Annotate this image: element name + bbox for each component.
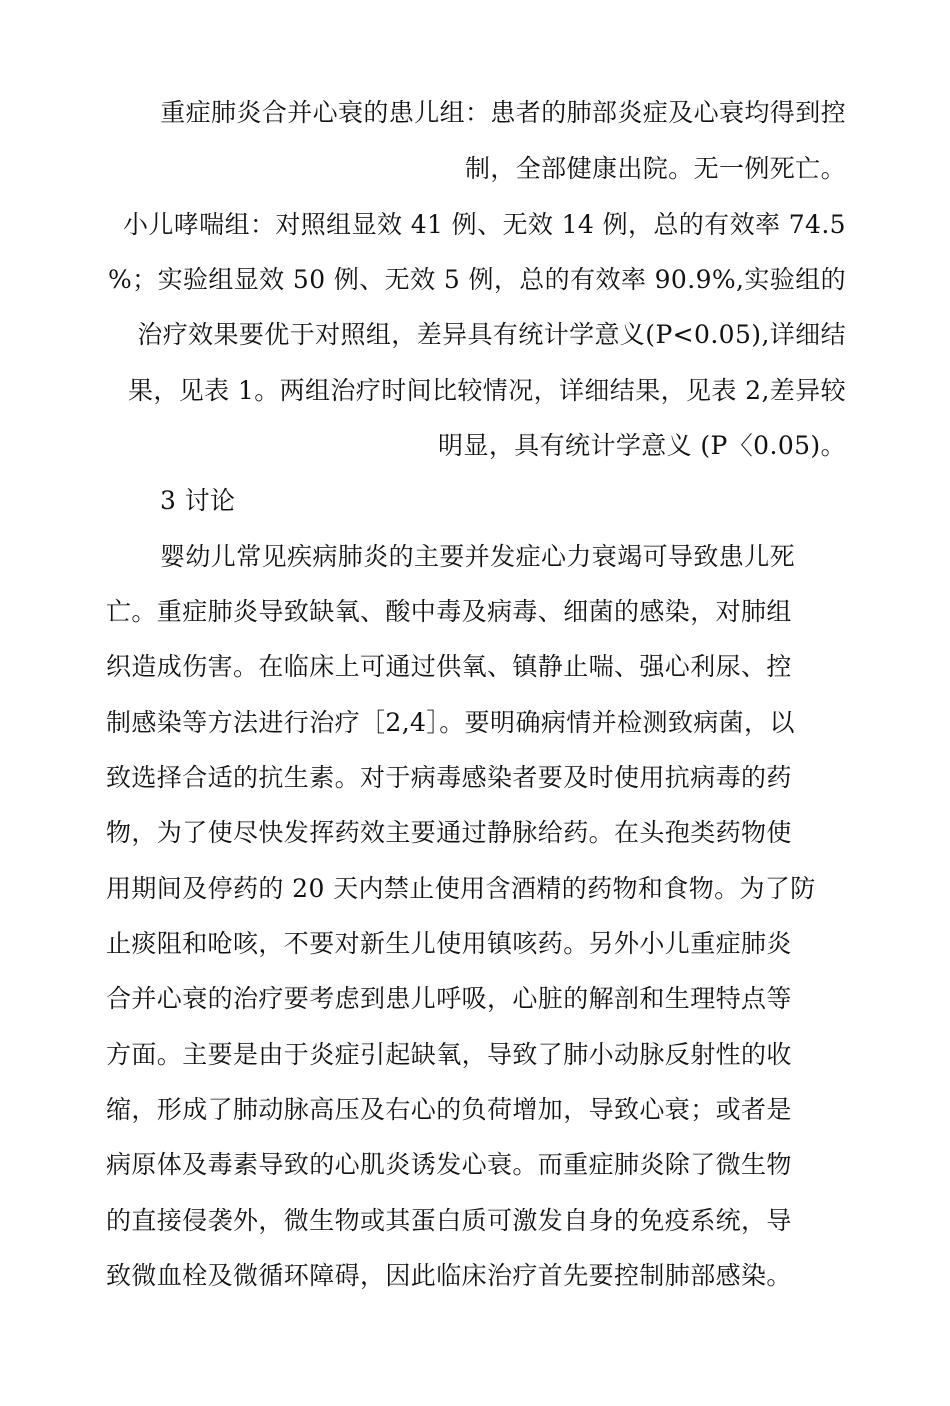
discussion-line-5: 致选择合适的抗生素。对于病毒感染者要及时使用抗病毒的药 xyxy=(106,763,792,792)
discussion-line-1: 婴幼儿常见疾病肺炎的主要并发症心力衰竭可导致患儿死 xyxy=(160,542,796,571)
asthma-group-line-4: 果，见表 1。两组治疗时间比较情况，详细结果，见表 2,差异较 xyxy=(127,376,846,405)
discussion-line-7: 用期间及停药的 20 天内禁止使用含酒精的药物和食物。为了防 xyxy=(106,874,816,903)
discussion-line-13: 的直接侵袭外，微生物或其蛋白质可激发自身的免疫系统，导 xyxy=(106,1206,792,1235)
asthma-group-line-2: %；实验组显效 50 例、无效 5 例，总的有效率 90.9%,实验组的 xyxy=(108,265,846,294)
asthma-group-line-3: 治疗效果要优于对照组，差异具有统计学意义(P<0.05),详细结 xyxy=(137,320,846,349)
discussion-line-11: 缩，形成了肺动脉高压及右心的负荷增加，导致心衰；或者是 xyxy=(106,1095,792,1124)
discussion-line-10: 方面。主要是由于炎症引起缺氧，导致了肺小动脉反射性的收 xyxy=(106,1040,792,1069)
section-heading-discussion: 3 讨论 xyxy=(160,486,236,515)
discussion-line-3: 织造成伤害。在临床上可通过供氧、镇静止喘、强心利尿、控 xyxy=(106,652,792,681)
discussion-line-9: 合并心衰的治疗要考虑到患儿呼吸，心脏的解剖和生理特点等 xyxy=(106,984,792,1013)
asthma-group-line-1: 小儿哮喘组：对照组显效 41 例、无效 14 例，总的有效率 74.5 xyxy=(122,210,846,239)
severe-group-line-1: 重症肺炎合并心衰的患儿组：患者的肺部炎症及心衰均得到控 xyxy=(160,98,846,127)
severe-group-line-2: 制，全部健康出院。无一例死亡。 xyxy=(464,154,846,183)
discussion-line-12: 病原体及毒素导致的心肌炎诱发心衰。而重症肺炎除了微生物 xyxy=(106,1150,792,1179)
discussion-line-14: 致微血栓及微循环障碍，因此临床治疗首先要控制肺部感染。 xyxy=(106,1261,792,1290)
discussion-line-6: 物，为了使尽快发挥药效主要通过静脉给药。在头孢类药物使 xyxy=(106,818,792,847)
asthma-group-line-5: 明显，具有统计学意义 (P〈0.05)。 xyxy=(438,431,846,460)
discussion-line-2: 亡。重症肺炎导致缺氧、酸中毒及病毒、细菌的感染，对肺组 xyxy=(106,597,792,626)
discussion-line-8: 止痰阻和呛咳，不要对新生儿使用镇咳药。另外小儿重症肺炎 xyxy=(106,929,792,958)
discussion-line-4: 制感染等方法进行治疗［2,4］。要明确病情并检测致病菌，以 xyxy=(106,708,795,737)
